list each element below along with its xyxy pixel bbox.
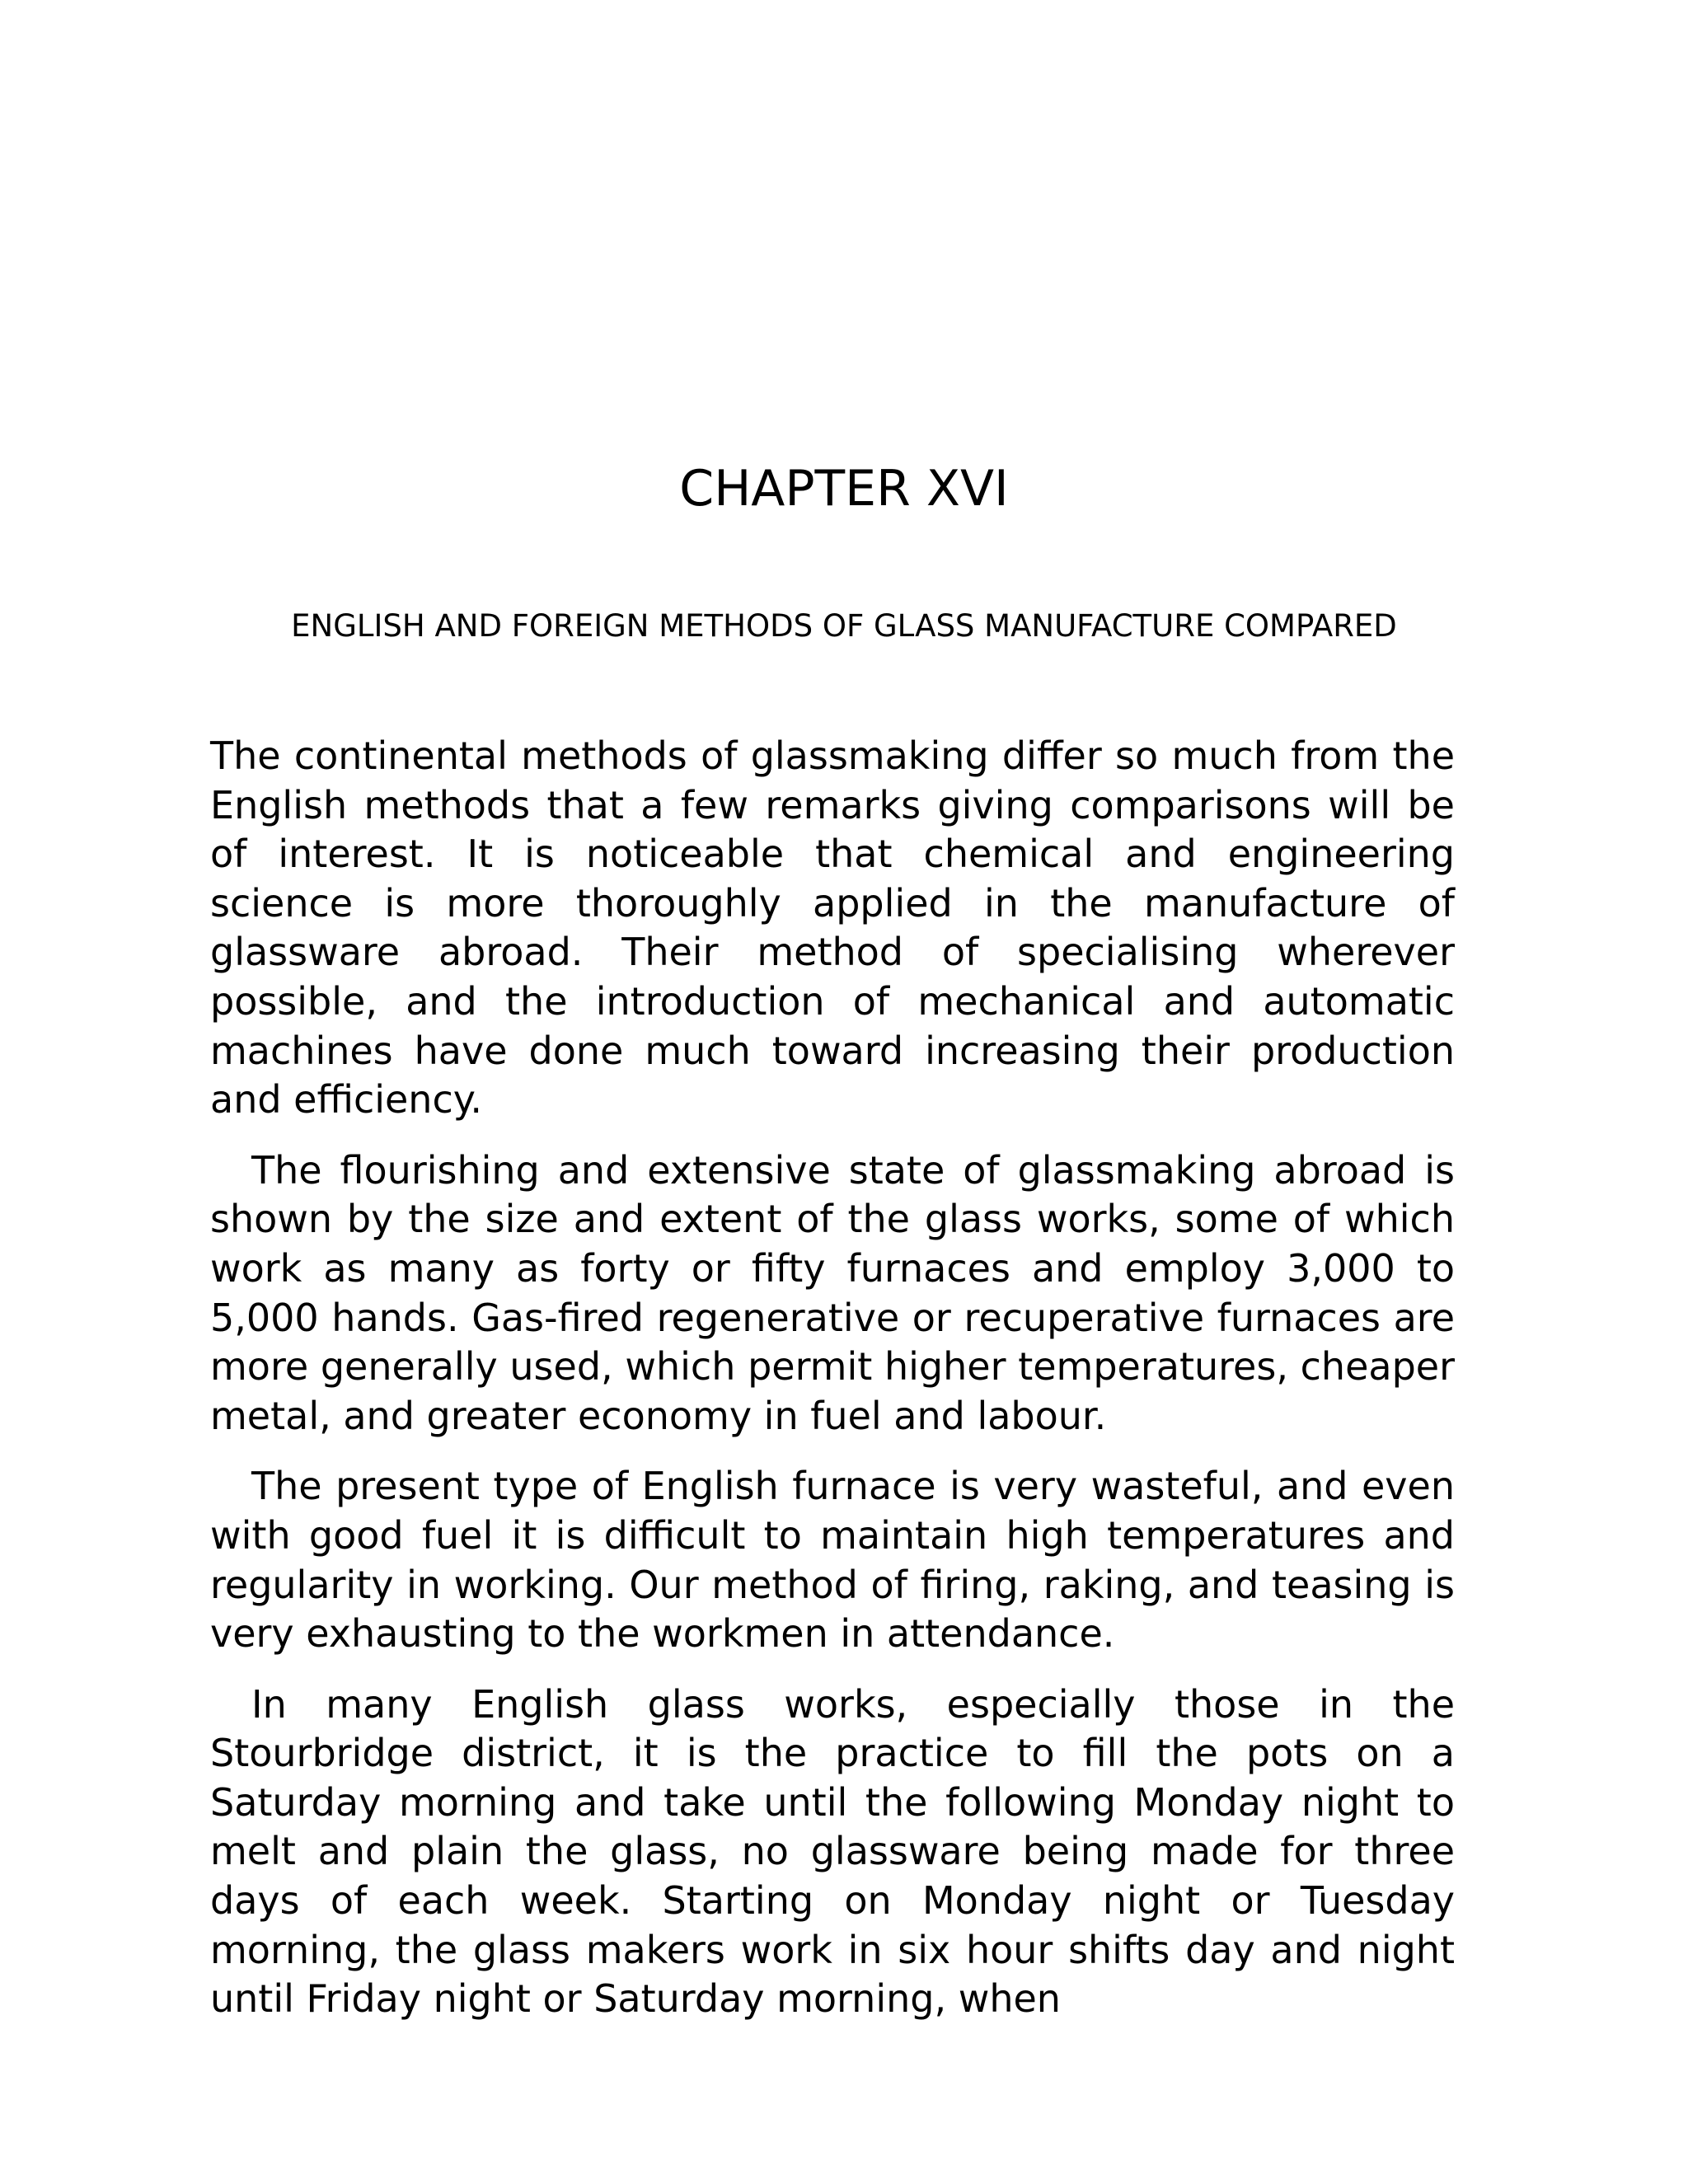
paragraph-3: The present type of English furnace is very wasteful, and even with good fuel it is difficult to maintain high temperatures and regularity in working. Our method of firing, raking, and teasing is very exhausting to the workmen in attendance.	[210, 1464, 1455, 1657]
paragraph-1: The continental methods of glassmaking differ so much from the English methods that a few remarks giving comparisons will be of interest. It is noticeable that chemical and engineering science is more thoroughly applied in the manufacture of glassware abroad. Their method of specialising wherever possible, and the introduction of mechanical and automatic machines have done much toward increasing their production and efficiency.	[210, 733, 1455, 1122]
chapter-body	[210, 732, 1455, 2046]
chapter-title: CHAPTER XVI	[679, 460, 1009, 518]
paragraph-4: In many English glass works, especially those in the Stourbridge district, it is the practice to fill the pots on a Saturday morning and take until the following Monday night to melt and plain the glass, no glassware being made for three days of each week. Starting on Monday night or Tuesday morning, the glass makers work in six hour shifts day and night until Friday night or Saturday morning, when	[210, 1681, 1455, 2022]
paragraph-2: The flourishing and extensive state of glassmaking abroad is shown by the size and extent of the glass works, some of which work as many as forty or fifty furnaces and employ 3,000 to 5,000 hands. Gas-fired regenerative or recuperative furnaces are more generally used, which permit higher temperatures, cheaper metal, and greater economy in fuel and labour.	[210, 1147, 1455, 1438]
chapter-subtitle: ENGLISH AND FOREIGN METHODS OF GLASS MANUFACTURE COMPARED	[291, 608, 1397, 644]
